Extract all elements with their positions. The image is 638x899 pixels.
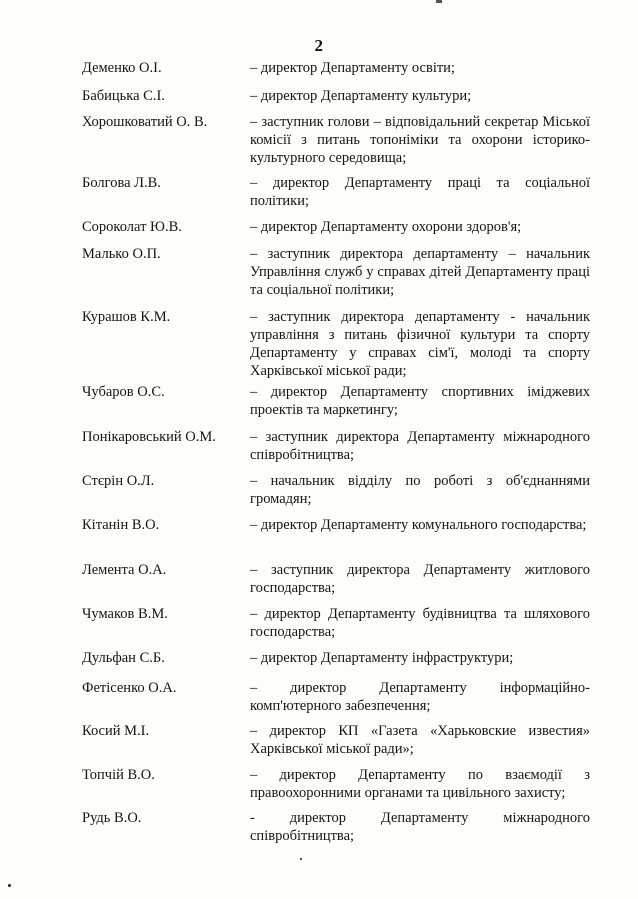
member-name: Бабицька С.І. bbox=[82, 88, 165, 104]
member-role: – директор Департаменту комунального господарства; bbox=[250, 517, 587, 533]
member-role: – директор Департаменту інфраструктури; bbox=[250, 650, 514, 666]
member-role: – начальник відділу по роботі з об'єднаннями громадян; bbox=[250, 473, 590, 507]
member-name: Стєрін О.Л. bbox=[82, 473, 155, 489]
member-name: Малько О.П. bbox=[82, 246, 161, 262]
member-name: Топчій В.О. bbox=[82, 767, 155, 783]
member-name: Болгова Л.В. bbox=[82, 175, 161, 191]
member-name: Дульфан С.Б. bbox=[82, 650, 165, 666]
member-role: – директор Департаменту по взаємодії з правоохоронними органами та цивільного захисту; bbox=[250, 767, 590, 801]
page-number: 2 bbox=[314, 36, 324, 55]
member-role: – директор Департаменту інформаційно-комп'ютерного забезпечення; bbox=[250, 680, 590, 714]
member-role: - директор Департаменту міжнародного співробітництва; bbox=[250, 810, 590, 844]
member-name: Курашов К.М. bbox=[82, 309, 171, 325]
scan-speck bbox=[300, 858, 302, 860]
member-name: Лемента О.А. bbox=[82, 562, 167, 578]
scan-speck bbox=[8, 884, 11, 887]
member-name: Чубаров О.С. bbox=[82, 384, 165, 400]
member-role: – директор Департаменту праці та соціальної політики; bbox=[250, 175, 590, 209]
member-name: Сороколат Ю.В. bbox=[82, 219, 182, 235]
member-role: – директор Департаменту охорони здоров'я; bbox=[250, 219, 522, 235]
member-role: – директор Департаменту будівництва та шляхового господарства; bbox=[250, 606, 590, 640]
member-name: Деменко О.І. bbox=[82, 60, 162, 76]
member-role: – заступник голови – відповідальний секретар Міської комісії з питань топоніміки та охорони історико-культурного середовища; bbox=[250, 114, 590, 166]
member-role: – заступник директора департаменту – начальник Управління служб у справах дітей Департаменту праці та соціальної політики; bbox=[250, 246, 590, 298]
member-name: Кітанін В.О. bbox=[82, 517, 160, 533]
member-role: – заступник директора Департаменту житлового господарства; bbox=[250, 562, 590, 596]
member-name: Рудь В.О. bbox=[82, 810, 142, 826]
member-name: Фетісенко О.А. bbox=[82, 680, 177, 696]
member-role: – директор Департаменту культури; bbox=[250, 88, 472, 104]
member-name: Косий М.І. bbox=[82, 723, 150, 739]
member-role: – директор Департаменту спортивних іміджевих проектів та маркетингу; bbox=[250, 384, 590, 418]
member-role: – директор КП «Газета «Харьковские известия» Харківської міської ради»; bbox=[250, 723, 590, 757]
member-role: – заступник директора департаменту - начальник управління з питань фізичної культури та спорту Департаменту у справах сім'ї, молоді та спорту Харківської міської ради; bbox=[250, 309, 590, 379]
member-role: – директор Департаменту освіти; bbox=[250, 60, 455, 76]
member-name: Хорошковатий О. В. bbox=[82, 114, 208, 130]
member-name: Чумаков В.М. bbox=[82, 606, 168, 622]
member-role: – заступник директора Департаменту міжнародного співробітництва; bbox=[250, 429, 590, 463]
member-name: Понікаровський О.М. bbox=[82, 429, 216, 445]
scan-mark bbox=[436, 0, 442, 3]
